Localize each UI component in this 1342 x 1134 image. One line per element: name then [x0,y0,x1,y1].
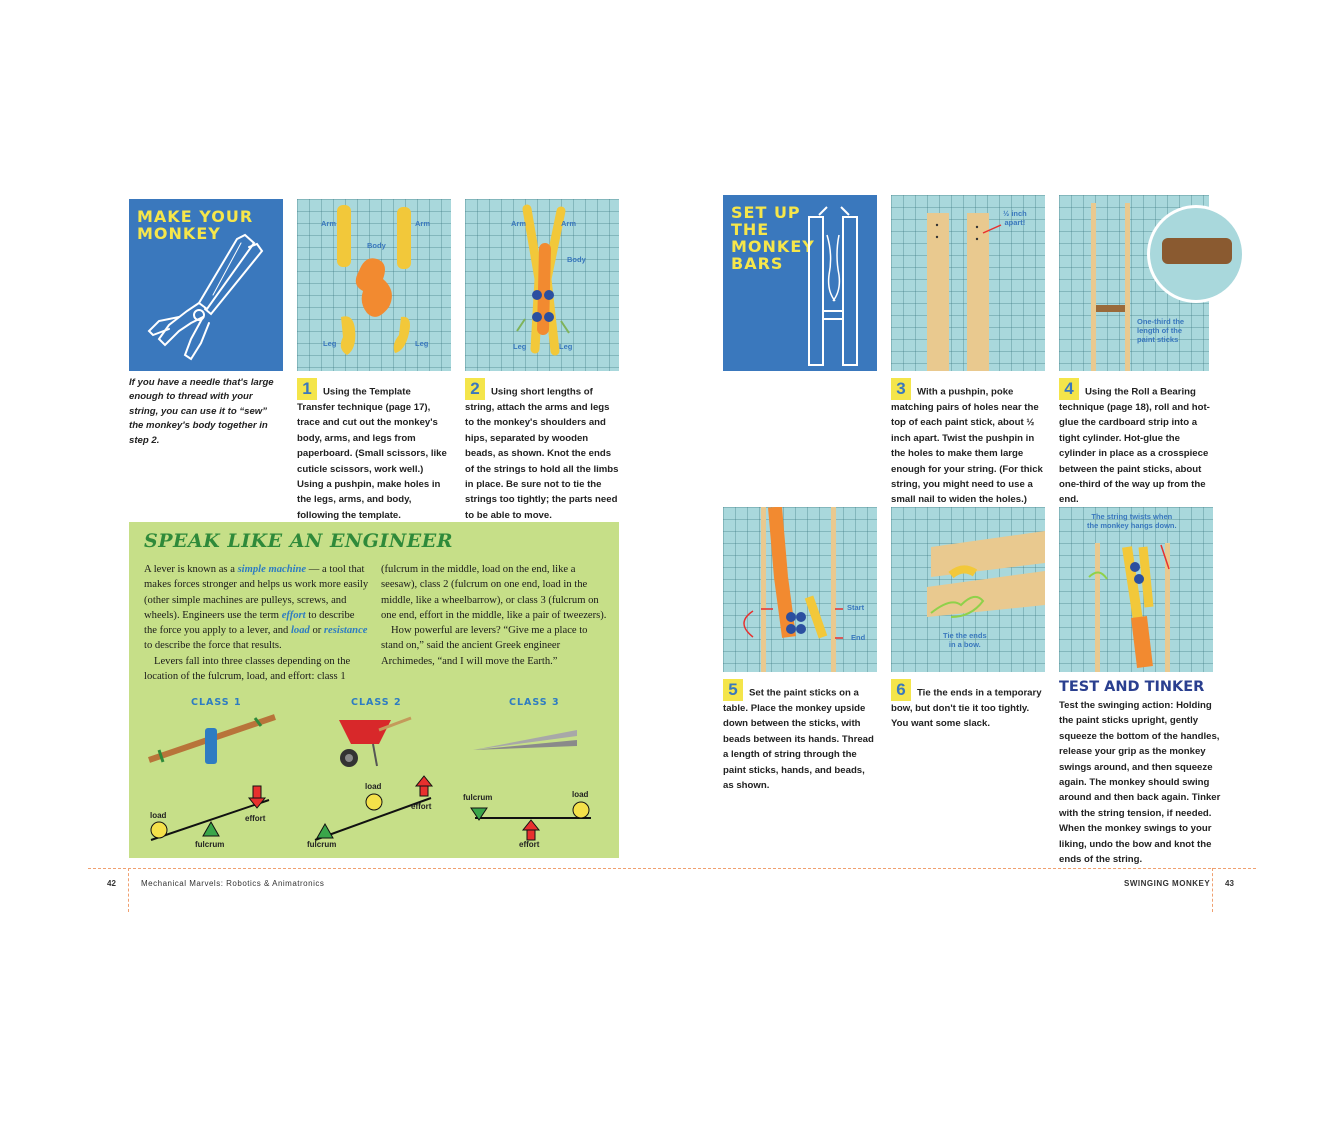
half-inch-label: ½ inch apart! [1003,209,1027,227]
pliers-icon [129,199,283,371]
class3-fulcrum-label: fulcrum [463,793,493,802]
class1-effort-label: effort [245,814,266,823]
make-monkey-title: MAKE YOUR MONKEY [137,207,254,243]
col1-text-b: — a tool that makes forces stronger and helps us work more easily (other simple machines are pulleys, screws, and wheels). Engineers use the term [144,564,369,621]
tweezers-illustration [473,730,577,750]
step-3-text: With a pushpin, poke matching pairs of holes near the top of each paint stick, about ½ inch apart. Twist the pushpin in the holes to make them large enough for your string. (For thick string, you might need to use a small nail to widen the holes.) [891,386,1043,506]
step-1-number: 1 [297,378,317,400]
engineer-title: SPEAK LIKE AN ENGINEER [144,530,454,552]
assembled-monkey-illustration [465,199,619,371]
right-page-number: 43 [1225,879,1234,888]
col1-text-a: A lever is known as a [144,564,238,575]
col1-paragraph-2: Levers fall into three classes depending on the location of the fulcrum, load, and effort: class 1 [144,655,351,683]
term-simple-machine: simple machine [237,564,307,575]
test-tinker-title: TEST AND TINKER [1059,679,1205,695]
term-resistance: resistance [323,625,368,637]
step-5-text: Set the paint sticks on a table. Place the monkey upside down between the sticks, with beads between its hands. Thread a length of string through the paint sticks, hands, and beads, as shown. [723,687,874,792]
tie-bow-label: Tie the ends in a bow. [943,631,987,649]
step-2-text: Using short lengths of string, attach the arms and legs to the monkey's shoulders and hips, separated by wooden beads, as shown. Knot the ends of the strings to hold all the limbs in place. Be sure not to tie the strings too tightly; the parts need to be able to move. [465,386,619,521]
one-third-label: One-third the length of the paint sticks [1137,317,1185,344]
term-effort: effort [281,609,306,621]
monkey-bars-icon [723,195,877,371]
step-4-number: 4 [1059,378,1079,400]
bearing-closeup [1147,205,1245,303]
label-arm-right: Arm [415,219,431,228]
right-page-divider [1212,868,1213,912]
wheelbarrow-illustration [339,718,411,767]
class-3-label: CLASS 3 [509,697,560,708]
step-3-number: 3 [891,378,911,400]
step-5 [723,679,877,793]
class2-fulcrum-label: fulcrum [307,840,337,849]
sewing-note: If you have a needle that's large enough to thread with your string, you can use it to “sew” the monkey's body together in step 2. [129,377,274,446]
string-twists-label: The string twists when the monkey hangs down. [1087,512,1177,530]
col2-paragraph-1: (fulcrum in the middle, load on the end, like a seesaw), class 2 (fulcrum on one end, load in the middle, like a wheelbarrow), or class 3 (fulcrum on one end, effort in the middle, like a pair of tweezers). [381,564,607,621]
step-5-number: 5 [723,679,743,701]
step-6-text: Tie the ends in a temporary bow, but don't tie it too tightly. You want some slack. [891,687,1042,730]
left-page-number: 42 [107,879,116,888]
class1-load-label: load [150,811,167,820]
photo-step3-sticks [891,195,1045,371]
class2-load-label: load [365,782,382,791]
seesaw-illustration [149,717,275,764]
col1-text-e: to describe the force that results. [144,640,282,652]
step-3 [891,378,1045,508]
step-6-number: 6 [891,679,911,701]
label2-body: Body [567,255,586,264]
class3-effort-label: effort [519,840,540,849]
start-label: Start [847,603,865,612]
step-6 [891,679,1045,732]
step-2 [465,378,619,523]
set-up-title: SET UP THE MONKEY BARS [731,203,815,273]
hanging-monkey-illustration [1059,507,1213,672]
speak-like-engineer-panel [129,522,619,858]
threading-illustration [723,507,877,672]
book-title-footer: Mechanical Marvels: Robotics & Animatronics [141,879,325,888]
end-label: End [851,633,866,642]
step-4 [1059,378,1213,508]
step-2-number: 2 [465,378,485,400]
test-tinker-text: Test the swinging action: Holding the paint sticks upright, gently squeeze the bottom of the handles, release your grip as the monkey swings around, and then squeeze again. The monkey should swing around and then back again. Tinker with the string tension, if needed. When the monkey swings to your liking, undo the bow and knot the ends of the string. [1059,700,1221,866]
term-load: load [290,625,310,637]
label-arm-left: Arm [321,219,337,228]
step-1 [297,378,451,523]
footer-rule [88,868,1256,869]
label2-arm-left: Arm [511,219,527,228]
photo-test-hanging [1059,507,1213,672]
col1-text-c: to describe the force you apply to a lever, and [144,609,355,637]
label2-leg-right: Leg [559,342,573,351]
class-1-label: CLASS 1 [191,697,242,708]
step-1-text: Using the Template Transfer technique (page 17), trace and cut out the monkey's body, arms, and legs from paperboard. (Small scissors, like cuticle scissors, work well.) Using a pushpin, make holes in the legs, arms, and body, following the template. [297,386,447,521]
class-2-label: CLASS 2 [351,697,402,708]
cardboard-cylinder [1162,238,1232,264]
photo-step2-assembled [465,199,619,371]
class1-fulcrum-label: fulcrum [195,840,225,849]
step-4-text: Using the Roll a Bearing technique (page 18), roll and hot-glue the cardboard strip into a tight cylinder. Hot-glue the cylinder in place as a crosspiece between the paint sticks, about one-third of the way up from the end. [1059,386,1210,506]
label2-arm-right: Arm [561,219,577,228]
section-title-footer: SWINGING MONKEY [1124,879,1211,888]
class3-load-label: load [572,790,589,799]
photo-step5-threading [723,507,877,672]
label-body: Body [367,241,386,250]
photo-step6-bow [891,507,1045,672]
label-leg-left: Leg [323,339,337,348]
col1-text-d: or [309,625,324,637]
col2-paragraph-2: How powerful are levers? “Give me a place to stand on,” said the ancient Greek engineer Archimedes, “and I will move the Earth.” [381,625,588,667]
label2-leg-left: Leg [513,342,527,351]
class2-effort-label: effort [411,802,432,811]
label-leg-right: Leg [415,339,429,348]
left-page-divider [128,868,129,912]
make-monkey-box [129,199,283,371]
photo-step1-templates [297,199,451,371]
lever-classes-diagram [129,522,619,858]
set-up-monkey-bars-box [723,195,877,371]
